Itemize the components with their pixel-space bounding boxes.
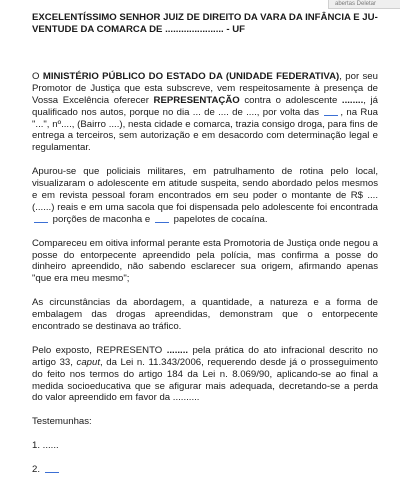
intro-org-name: MINISTÉRIO PÚBLICO DO ESTADO DA (UNIDADE FEDERATIVA): [42, 70, 340, 82]
request-text-e: , da Lei n. 11.343/2006, requerendo desde já o prosseguimento do feito nos termos do artigo 184 da Lei n. 8.069/90, aplicando-se ao final a medida socioeducativa que se afigurar mais adequada, decretando-se a perda do valor apreendido em favor da ..........: [32, 356, 378, 404]
request-name-placeholder: ........: [166, 344, 189, 356]
document-heading: [32, 12, 378, 37]
intro-text-a: O: [32, 70, 43, 82]
facts-text-c: papelotes de cocaína.: [170, 213, 268, 225]
request-caput: caput: [76, 356, 100, 368]
intro-text-g: , já qualificado nos autos, porque no dia ... de .... de ...., por volta das: [32, 94, 378, 118]
witness-2: 2.: [32, 464, 43, 476]
intro-text-h: , na Rua "...", nº...., (Bairro ....), nesta cidade e comarca, trazia consigo droga, para fins de entrega a terceiros, sem autorização e em desacordo com determinação legal e regulamentar.: [32, 106, 378, 154]
document-page: [32, 12, 378, 476]
request-text-a: Pelo exposto, REPRESENTO: [32, 344, 167, 356]
paragraph-circumstances: As circunstâncias da abordagem, a quantidade, a natureza e a forma de embalagem das drogas apreendidas, demonstram que o entorpecente encontrado se destinava ao tráfico.: [32, 297, 378, 332]
time-blank[interactable]: [324, 107, 338, 116]
intro-representation-word: REPRESENTAÇÃO: [153, 94, 240, 106]
heading-line-2: VENTUDE DA COMARCA DE ...................... - UF: [32, 24, 246, 36]
witnesses-label: Testemunhas:: [32, 416, 92, 428]
paragraph-hearing: Compareceu em oitiva informal perante esta Promotoria de Justiça onde negou a posse do entorpecente apreendido pela polícia, mas confirma a posse do dinheiro apreendido, não sabendo esclarecer sua origem, afirmando apenas "que era meu mesmo";: [32, 237, 378, 285]
heading-line-1: EXCELENTÍSSIMO SENHOR JUIZ DE DIREITO DA VARA DA INFÂNCIA E JU-: [32, 12, 378, 23]
toolbar-stub: abertas Deletar: [328, 0, 400, 9]
witness-2-line: [32, 464, 378, 476]
witness-2-blank[interactable]: [45, 464, 59, 473]
request-text-c: pela prática do ato infracional descrito no artigo 33,: [32, 344, 378, 368]
paragraph-request: [32, 345, 378, 404]
facts-text-a: Apurou-se que policiais militares, em patrulhamento de rotina pelo local, visualizaram o adolescente em atitude suspeita, sendo abordado pelos mesmos e em revista pessoal foram encontrados em seu poder o montante de R$ .... (......) reais e em uma sacola que foi dispensada pelo adolescente foi encontrada: [32, 166, 378, 213]
paragraph-intro: [32, 71, 378, 154]
paragraph-facts: [32, 166, 378, 225]
intro-text-e: contra o adolescente: [239, 94, 342, 106]
intro-text-c: , por seu Promotor de Justiça que esta subscreve, vem respeitosamente à presença de Vossa Excelência oferecer: [32, 70, 378, 106]
facts-text-b: porções de maconha e: [50, 213, 153, 225]
witness-1: 1. ......: [32, 440, 59, 452]
intro-adolescent-placeholder: ........: [341, 94, 364, 106]
marijuana-count-blank[interactable]: [34, 214, 48, 223]
cocaine-count-blank[interactable]: [155, 214, 169, 223]
